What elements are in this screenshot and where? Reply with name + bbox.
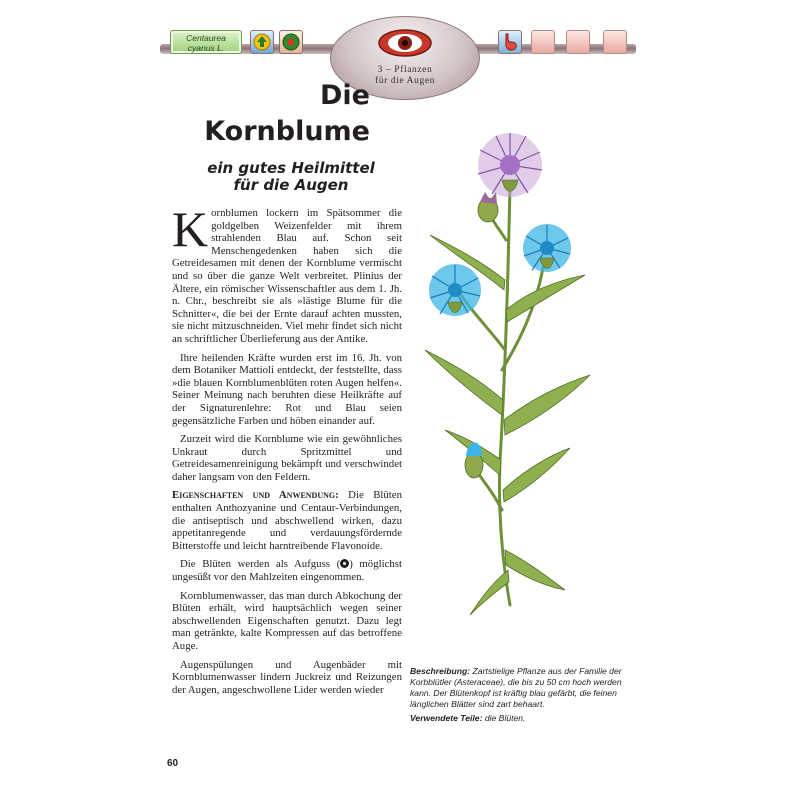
- paragraph-3: Zurzeit wird die Kornblume wie ein gewöhnliches Unkraut durch Spritzmittel und Getreidesamenreinigung bekämpft und verschwindet daher langsam von den Feldern.: [172, 433, 402, 483]
- title-line1: Die: [320, 80, 370, 111]
- paragraph-4-text: Die Blüten enthalten Anthozyanine und Centaur-Verbindungen, die antiseptisch und abschwellend wirken, dazu appetitanregende und verdauungsfördernde Bitterstoffe und leicht harntreibende Flavonoide.: [172, 489, 402, 552]
- category-button-blank-3[interactable]: [603, 30, 627, 54]
- flower-icon[interactable]: [279, 30, 303, 54]
- page-title: [190, 78, 370, 150]
- body-text: [172, 201, 402, 702]
- caption-label-parts: Verwendete Teile:: [410, 713, 483, 723]
- paragraph-6: Kornblumenwasser, das man durch Abkochung der Blüten erhält, wird hauptsächlich wegen seiner abschwellenden Eigenschaften genutzt. Dazu legt man getränkte, kalte Kompressen auf das betroffene Auge.: [172, 589, 402, 652]
- category-button-blank-1[interactable]: [531, 30, 555, 54]
- flower-blue-right: [523, 224, 571, 272]
- species-tag[interactable]: [170, 30, 242, 54]
- eye-icon: [377, 25, 433, 61]
- subtitle-line2: für die Augen: [233, 176, 349, 194]
- category-button-blank-2[interactable]: [566, 30, 590, 54]
- drop-cap: K: [172, 201, 209, 257]
- paragraph-4: [172, 489, 402, 552]
- section-heading: Eigenschaften und Anwendung:: [172, 489, 339, 502]
- caption-description: [410, 666, 638, 710]
- stomach-icon[interactable]: [498, 30, 522, 54]
- page-number: 60: [167, 758, 179, 769]
- subtitle-line1: ein gutes Heilmittel: [207, 159, 375, 177]
- title-line2: Kornblume: [204, 116, 370, 147]
- plant-caption: [410, 666, 638, 727]
- caption-label-description: Beschreibung:: [410, 666, 471, 676]
- paragraph-5a: Die Blüten werden als Aufguss (: [180, 558, 341, 571]
- cornflower-illustration: [410, 130, 620, 630]
- paragraph-7: Augenspülungen und Augenbäder mit Kornblumenwasser lindern Juckreiz und Reizungen der Augen, angeschwollene Lider werden wieder: [172, 658, 402, 696]
- caption-text-description: Zartstielige Pflanze aus der Familie der Korbblütler (Asteraceae), die bis zu 50 cm hoch werden kann. Der Blütenkopf ist kräftig blau gefärbt, die feinen länglichen Blätter sind zart behaart.: [410, 666, 622, 709]
- chapter-line1: 3 – Pflanzen: [377, 65, 433, 75]
- aufguss-icon: [340, 559, 349, 568]
- flower-bud-top: [478, 192, 498, 222]
- paragraph-2: Ihre heilenden Kräfte wurden erst im 16. Jh. von dem Botaniker Mattioli entdeckt, der feststellte, dass »die blauen Kornblumenblüten roten Augen helfen«. Seiner Meinung nach beruhten diese Heilkräfte auf der Signaturenlehre: Rot und Blau seien gegensätzliche Farben und höben einander auf.: [172, 351, 402, 427]
- paragraph-1-text: ornblumen lockern im Spätsommer die goldgelben Weizenfelder mit ihrem strahlenden Blau auf. Schon seit Menschengedenken haben sich die Getreidesamen mit denen der Kornblume vermischt und so über die ganze Welt verbreitet. Plinius der Ältere, ein römischer Wissenschaftler aus dem 1. Jh. n. Chr., beschreibt sie als »lästige Blume für die Schnitter«, die bei der Ernte darauf achten mussten, sie nicht mitzuschneiden. Viel mehr findet sich nicht an schriftlicher Überlieferung aus der Antike.: [172, 207, 402, 345]
- paragraph-5b: ) möglichst ungesüßt vor den Mahlzeiten eingenommen.: [172, 558, 402, 584]
- paragraph-1: [172, 201, 402, 346]
- species-line2: cyanus L.: [187, 43, 225, 53]
- species-line1: Centaurea: [186, 33, 226, 43]
- sun-icon[interactable]: [250, 30, 274, 54]
- caption-text-parts: die Blüten.: [482, 713, 526, 723]
- paragraph-5: [172, 558, 402, 583]
- chapter-line2: für die Augen: [374, 76, 436, 86]
- caption-parts: [410, 713, 638, 724]
- page-subtitle: [176, 160, 406, 194]
- flower-pink: [478, 133, 542, 197]
- flower-blue-left: [429, 264, 481, 316]
